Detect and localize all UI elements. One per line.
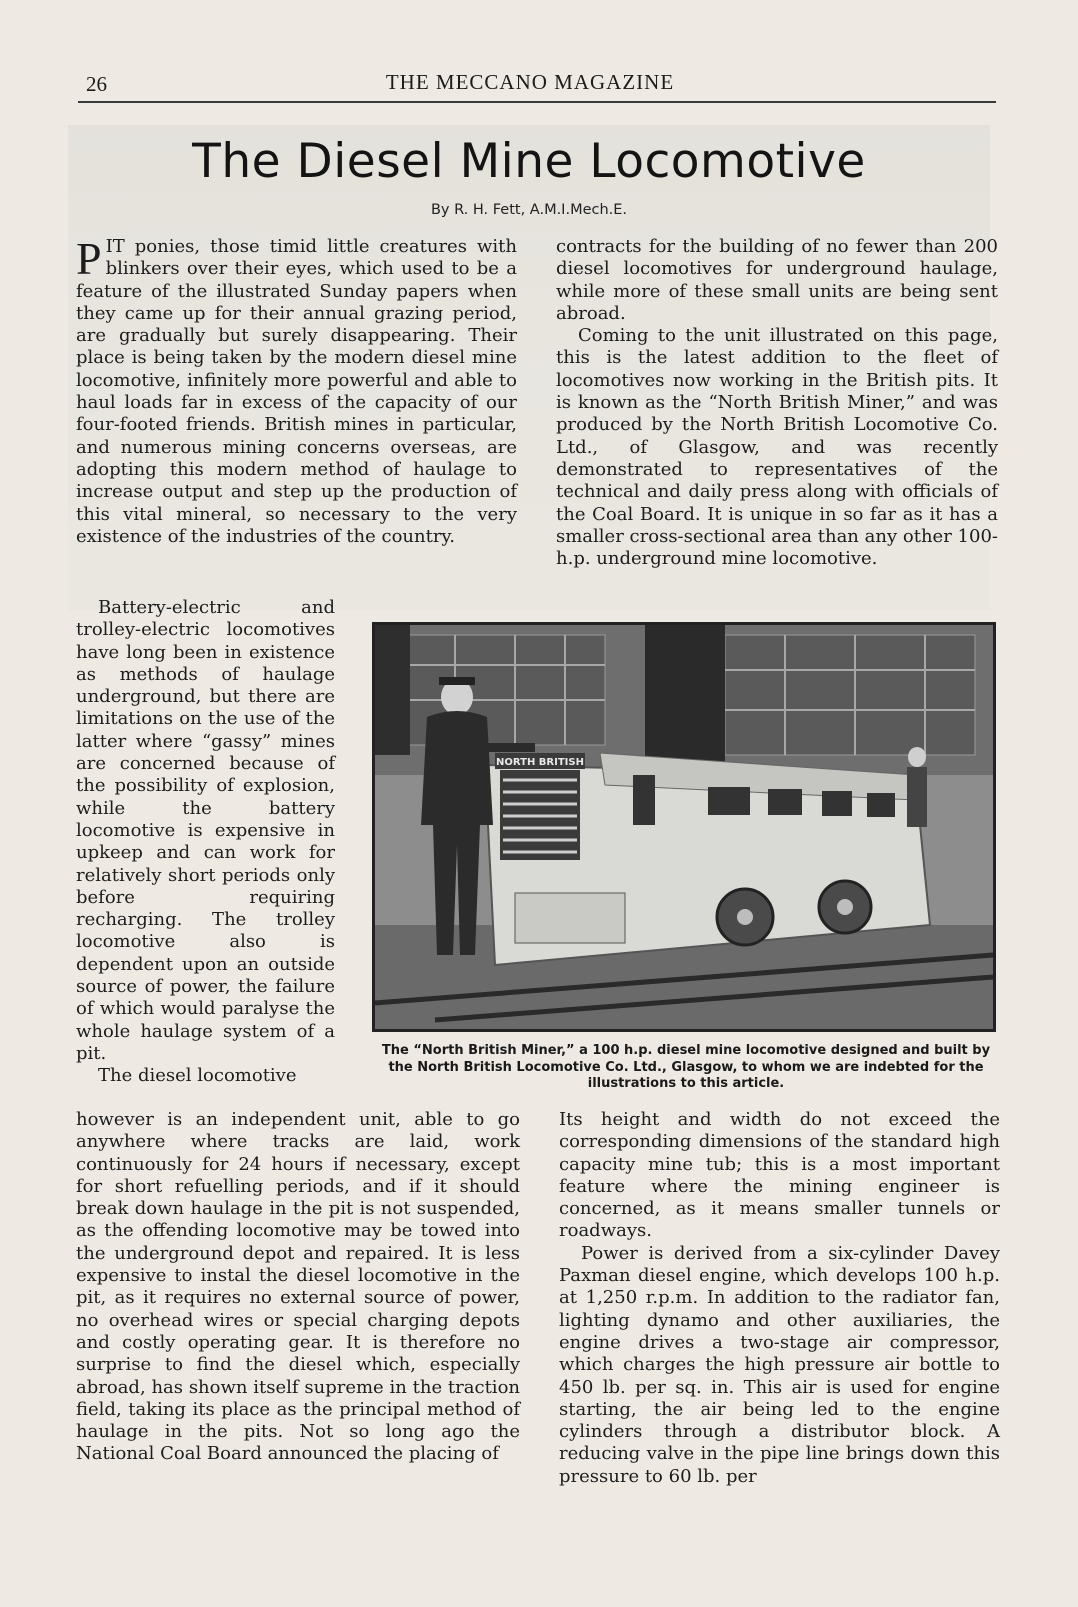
paragraph: however is an independent unit, able to go anywhere where tracks are laid, work continuously for 24 hours if necessary, except for short refuelling periods, and if it should break down haulage in the pit is not suspended, as the offending locomotive may be towed into the underground depot and repaired. It is less expensive to instal the diesel locomotive in the pit, as it requires no external source of power, no overhead wires or special charging depots and costly operating gear. It is therefore no surprise to find the diesel which, especially abroad, has shown itself supreme in the traction field, taking its place as the principal method of haulage in the pits. Not so long ago the National Coal Board announced the placing of	[76, 1109, 520, 1465]
drop-cap: P	[76, 233, 102, 284]
column-1-narrow	[76, 597, 335, 1088]
locomotive-photo	[372, 622, 996, 1032]
paragraph: Coming to the unit illustrated on this page, this is the latest addition to the fleet of locomotives now working in the British pits. It is known as the “North British Miner,” and was produced by the North British Locomotive Co. Ltd., of Glasgow, and was recently demonstrated to representatives of the technical and daily press along with officials of the Coal Board. It is unique in so far as it has a smaller cross-sectional area than any other 100-h.p. underground mine locomotive.	[556, 325, 998, 570]
figure-caption: The “North British Miner,” a 100 h.p. diesel mine locomotive designed and built by the North British Locomotive Co. Ltd., Glasgow, to whom we are indebted for the illustrations to this article.	[381, 1043, 991, 1091]
paragraph: contracts for the building of no fewer than 200 diesel locomotives for underground haulage, while more of these small units are being sent abroad.	[556, 236, 998, 324]
running-head: THE MECCANO MAGAZINE	[385, 70, 675, 94]
column-2-top	[556, 236, 998, 570]
column-1-bottom	[76, 1109, 520, 1466]
header-rule	[78, 101, 996, 103]
column-2-bottom	[559, 1109, 1000, 1488]
intro-paragraph: PIT ponies, those timid little creatures with blinkers over their eyes, which used to be a feature of the illustrated Sunday papers when they came up for their annual grazing period, are gradually but surely disappearing. Their place is being taken by the modern diesel mine locomotive, infinitely more powerful and able to haul loads far in excess of the capacity of our four-footed friends. British mines in particular, and numerous mining concerns overseas, are adopting this modern method of haulage to increase output and step up the production of this vital mineral, so necessary to the very existence of the industries of the country.	[76, 233, 517, 547]
page-number: 26	[86, 72, 107, 96]
paragraph: Power is derived from a six-cylinder Davey Paxman diesel engine, which develops 100 h.p. at 1,250 r.p.m. In addition to the radiator fan, lighting dynamo and other auxiliaries, the engine drives a two-stage air compressor, which charges the high pressure air bottle to 450 lb. per sq. in. This air is used for engine starting, the air being led to the engine cylinders through a distributor block. A reducing valve in the pipe line brings down this pressure to 60 lb. per	[559, 1242, 1000, 1487]
locomotive-illustration	[375, 625, 993, 1029]
article-byline: By R. H. Fett, A.M.I.Mech.E.	[430, 202, 628, 218]
nameplate-text: NORTH BRITISH	[496, 757, 584, 768]
column-1-top	[76, 233, 517, 548]
paragraph: Battery-electric and trolley-electric locomotives have long been in existence as methods of haulage underground, but there are limitations on the use of the latter where “gassy” mines are concerned because of the possibility of explosion, while the battery locomotive is expensive in upkeep and can work for relatively short periods only before requiring recharging. The trolley locomotive also is dependent upon an outside source of power, the failure of which would paralyse the whole haulage system of a pit.	[76, 597, 335, 1064]
paragraph: Its height and width do not exceed the corresponding dimensions of the standard high capacity mine tub; this is a most important feature where the mining engineer is concerned, as it means smaller tunnels or roadways.	[559, 1109, 1000, 1242]
article-title: The Diesel Mine Locomotive	[192, 134, 866, 189]
paragraph: The diesel locomotive	[98, 1065, 297, 1087]
